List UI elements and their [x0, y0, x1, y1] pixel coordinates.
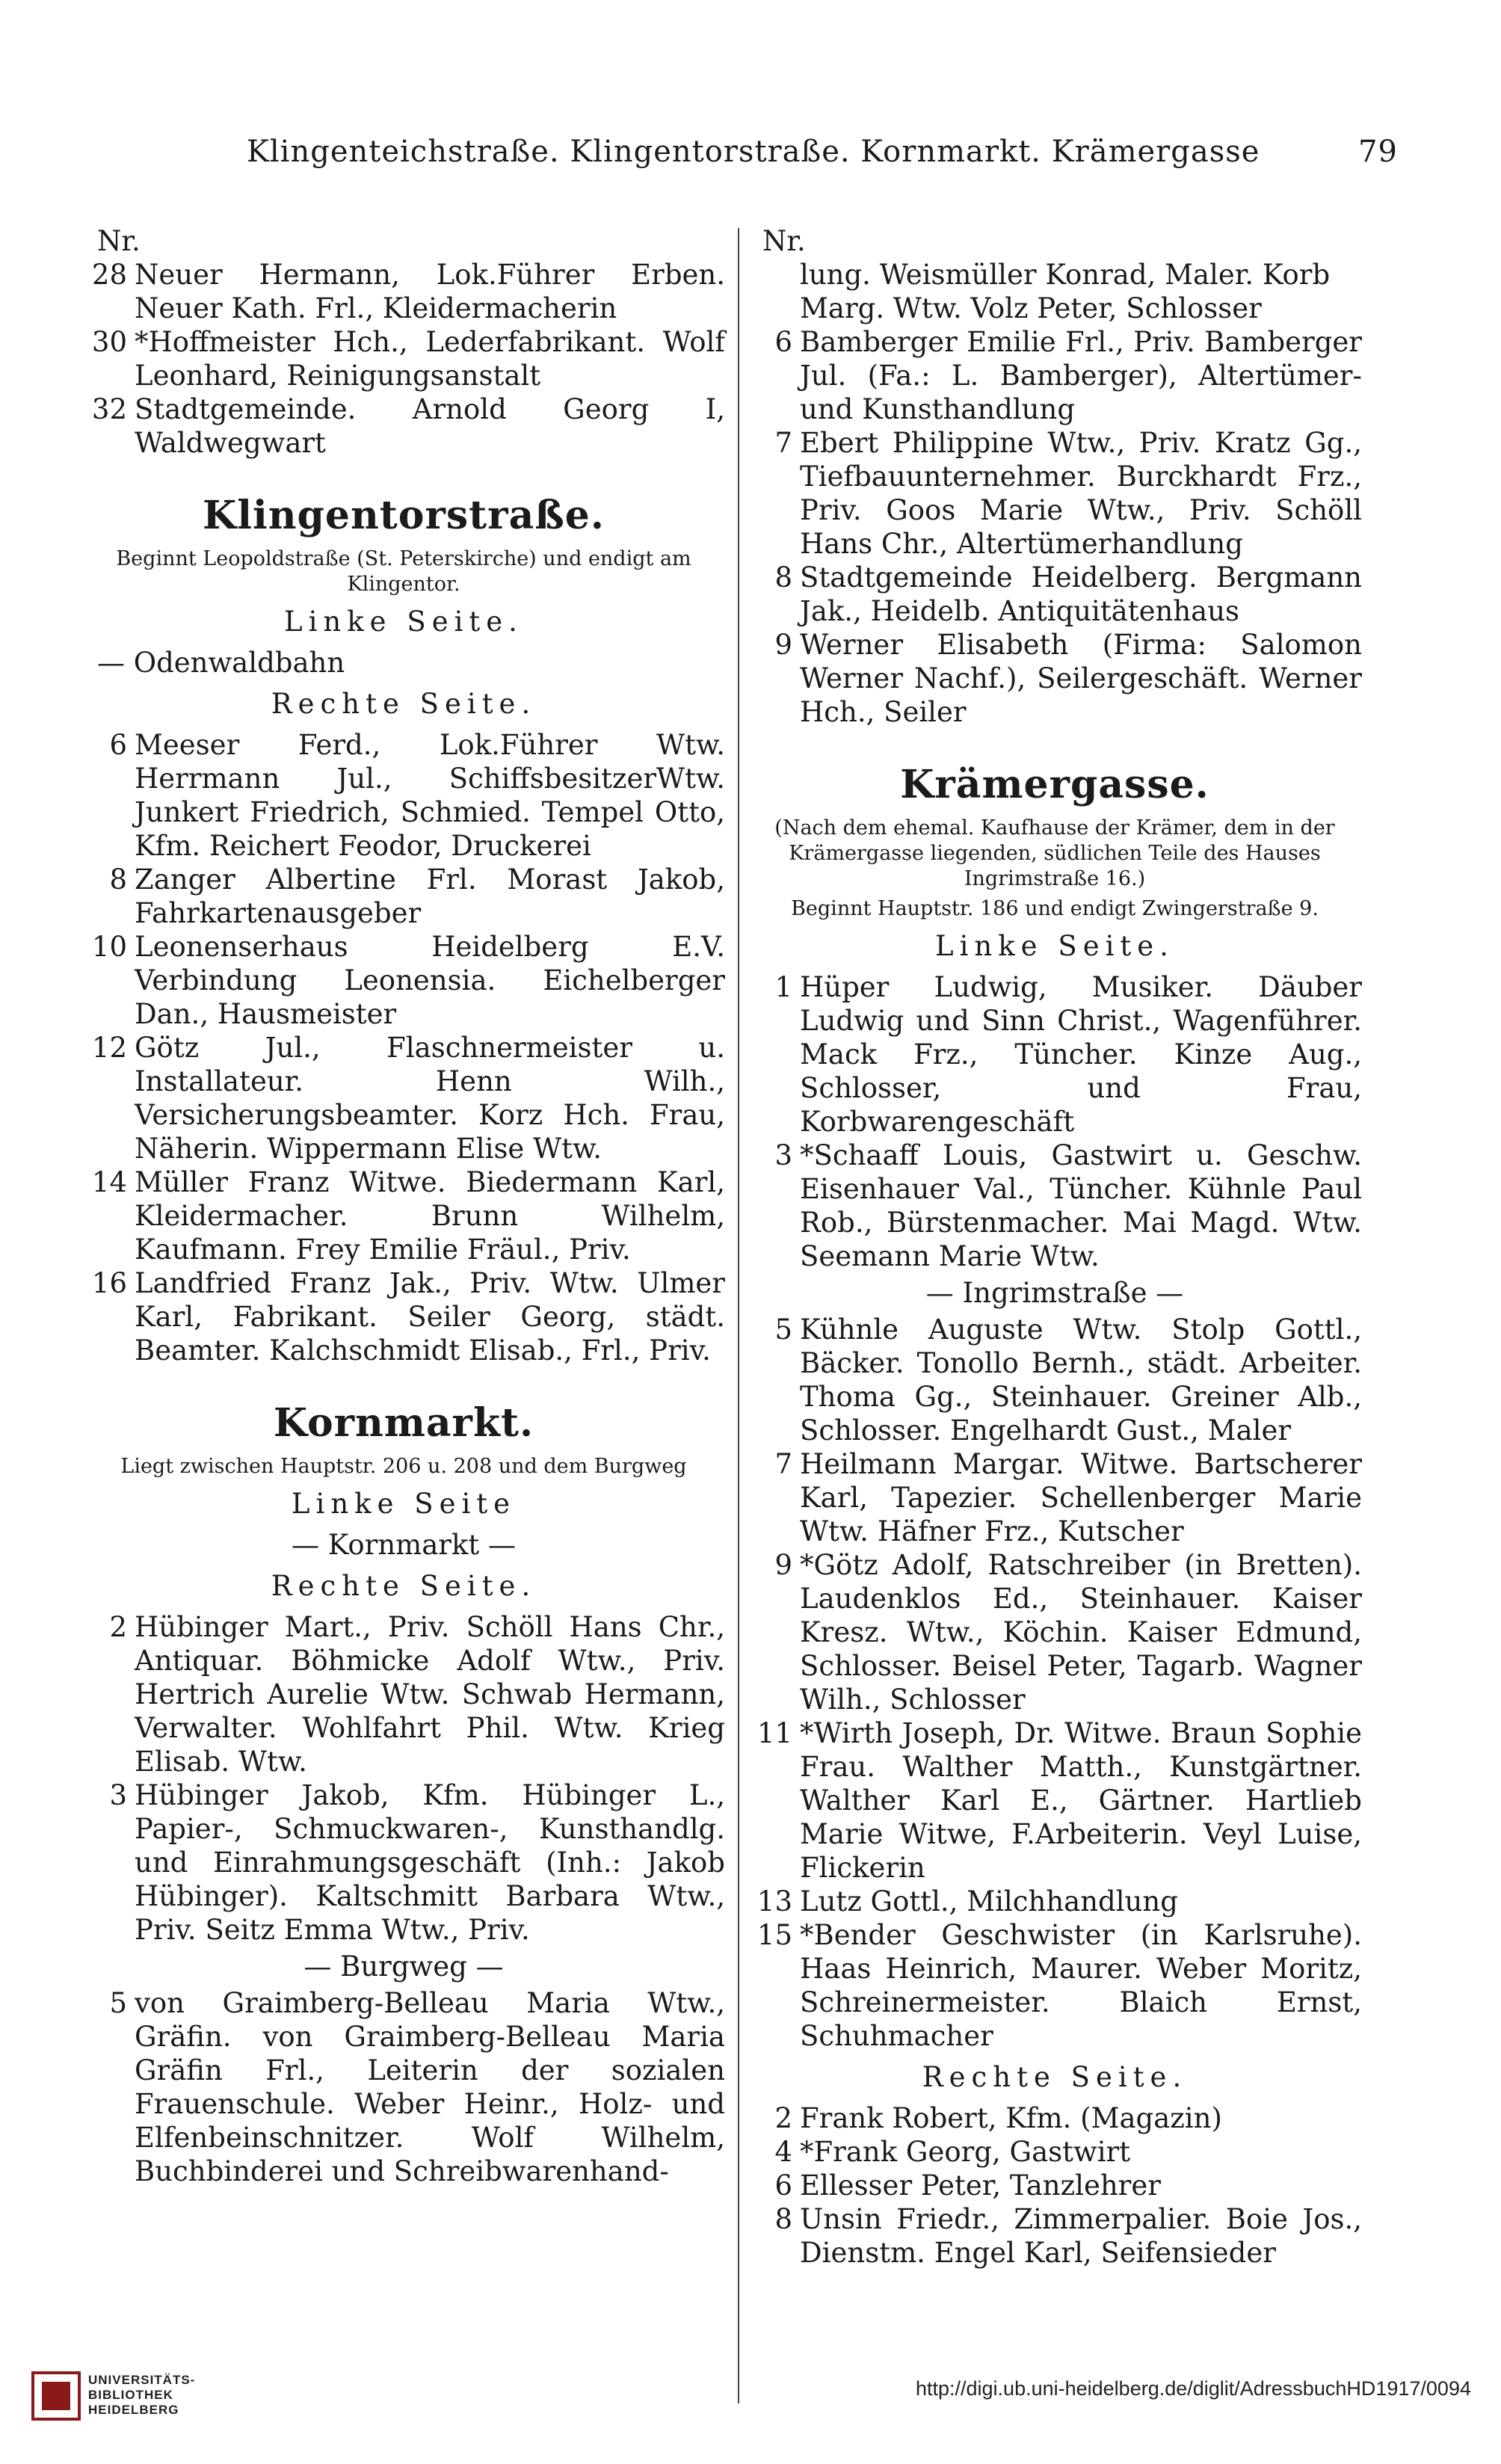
- house-number: 30: [91, 326, 127, 358]
- cross-street: — Odenwaldbahn: [97, 647, 345, 679]
- house-number: 12: [91, 1032, 127, 1064]
- right-column: [748, 224, 1362, 2437]
- page-number: 79: [1358, 135, 1398, 169]
- entry-text: *Bender Geschwister (in Karlsruhe). Haas Heinrich, Maurer. Weber Moritz, Schreinermeister. Blaich Ernst, Schuhmacher: [800, 1919, 1362, 2052]
- house-number: 1: [774, 971, 792, 1003]
- page: [82, 127, 1398, 2340]
- house-number: 3: [109, 1779, 127, 1811]
- street-title: Krämergasse.: [900, 762, 1209, 807]
- side-heading: Rechte Seite.: [271, 688, 537, 720]
- side-heading: Linke Seite.: [284, 606, 523, 638]
- entry-text: *Schaaff Louis, Gastwirt u. Geschw. Eisenhauer Val., Tüncher. Kühnle Paul Rob., Bürstenmacher. Mai Magd. Wtw. Seemann Marie Wtw.: [800, 1139, 1362, 1272]
- house-number: 7: [774, 427, 792, 459]
- house-number: 16: [91, 1267, 127, 1299]
- house-number: 6: [774, 2169, 792, 2202]
- source-url[interactable]: http://digi.ub.uni-heidelberg.de/diglit/AdressbuchHD1917/0094: [915, 2377, 1471, 2400]
- nr-heading: Nr.: [97, 225, 141, 257]
- entry-text: Kühnle Auguste Wtw. Stolp Gottl., Bäcker. Tonollo Bernh., städt. Arbeiter. Thoma Gg., Steinhauer. Greiner Alb., Schlosser. Engelhardt Gust., Maler: [800, 1313, 1362, 1447]
- house-number: 5: [774, 1313, 792, 1346]
- entry-text: Zanger Albertine Frl. Morast Jakob, Fahrkartenausgeber: [135, 863, 725, 929]
- entry-text: Unsin Friedr., Zimmerpalier. Boie Jos., Dienstm. Engel Karl, Seifensieder: [800, 2203, 1362, 2269]
- library-name-line: HEIDELBERG: [88, 2403, 179, 2417]
- entry-text: Stadtgemeinde Heidelberg. Bergmann Jak., Heidelb. Antiquitätenhaus: [800, 561, 1362, 627]
- house-number: 6: [774, 326, 792, 358]
- library-name-line: UNIVERSITÄTS-: [88, 2373, 196, 2387]
- address-entry: [748, 426, 1362, 561]
- address-entry: [748, 1447, 1362, 1548]
- entry-text: Stadtgemeinde. Arnold Georg I, Waldwegwart: [135, 393, 725, 459]
- cross-street: — Ingrimstraße —: [925, 1277, 1184, 1309]
- entry-text: Müller Franz Witwe. Biedermann Karl, Kleidermacher. Brunn Wilhelm, Kaufmann. Frey Emilie Fräul., Priv.: [135, 1166, 725, 1266]
- left-column: [82, 224, 725, 2437]
- house-number: 8: [774, 2203, 792, 2235]
- address-entry: [82, 728, 725, 863]
- street-note: Liegt zwischen Hauptstr. 206 u. 208 und dem Burgweg: [120, 1455, 687, 1478]
- address-entry: [82, 1031, 725, 1165]
- address-entry: [748, 1313, 1362, 1447]
- street-note: Beginnt Leopoldstraße (St. Peterskirche) und endigt am Klingentor.: [116, 547, 691, 596]
- entry-text: *Hoffmeister Hch., Lederfabrikant. Wolf Leonhard, Reinigungsanstalt: [135, 326, 725, 392]
- header-title: Klingenteichstraße. Klingentorstraße. Kornmarkt. Krämergasse: [247, 135, 1260, 169]
- house-number: 2: [774, 2102, 792, 2134]
- address-entry: [82, 325, 725, 392]
- address-entry: [82, 1266, 725, 1367]
- address-entry: [748, 1139, 1362, 1273]
- entry-text: Werner Elisabeth (Firma: Salomon Werner Nachf.), Seilergeschäft. Werner Hch., Seiler: [800, 629, 1362, 728]
- address-entry: [748, 2169, 1362, 2202]
- side-heading: Linke Seite.: [935, 930, 1174, 962]
- side-heading: Rechte Seite.: [271, 1570, 537, 1602]
- side-heading: Linke Seite: [291, 1488, 517, 1520]
- entry-text: Hübinger Mart., Priv. Schöll Hans Chr., Antiquar. Böhmicke Adolf Wtw., Priv. Hertrich Aurelie Wtw. Schwab Hermann, Verwalter. Wohlfahrt Phil. Wtw. Krieg Elisab. Wtw.: [135, 1611, 725, 1778]
- continued-text: lung. Weismüller Konrad, Maler. Korb Marg. Wtw. Volz Peter, Schlosser: [800, 259, 1331, 324]
- house-number: 9: [774, 1549, 792, 1581]
- house-number: 9: [774, 629, 792, 661]
- address-entry: [748, 628, 1362, 729]
- address-entry: [748, 1548, 1362, 1716]
- entry-text: Götz Jul., Flaschnermeister u. Installateur. Henn Wilh., Versicherungsbeamter. Korz Hch. Frau, Näherin. Wippermann Elise Wtw.: [135, 1032, 725, 1165]
- street-note: (Nach dem ehemal. Kaufhause der Krämer, dem in der Krämergasse liegenden, südlichen Teile des Hauses Ingrimstraße 16.): [774, 816, 1335, 890]
- entry-text: Landfried Franz Jak., Priv. Wtw. Ulmer Karl, Fabrikant. Seiler Georg, städt. Beamter. Kalchschmidt Elisab., Frl., Priv.: [135, 1267, 725, 1367]
- footer: [0, 2362, 1501, 2464]
- address-entry: [82, 392, 725, 460]
- entry-text: Lutz Gottl., Milchhandlung: [800, 1885, 1178, 1918]
- entry-text: *Wirth Joseph, Dr. Witwe. Braun Sophie Frau. Walther Matth., Kunstgärtner. Walther Karl E., Gärtner. Hartlieb Marie Witwe, F.Arbeiterin. Veyl Luise, Flickerin: [800, 1717, 1362, 1884]
- house-number: 11: [756, 1717, 792, 1749]
- street-note: Beginnt Hauptstr. 186 und endigt Zwingerstraße 9.: [791, 897, 1319, 920]
- cross-street: — Burgweg —: [303, 1950, 504, 1983]
- library-name: [88, 2373, 195, 2418]
- address-entry: [748, 970, 1362, 1139]
- entry-text: Hübinger Jakob, Kfm. Hübinger L., Papier-, Schmuckwaren-, Kunsthandlg. und Einrahmungsgeschäft (Inh.: Jakob Hübinger). Kaltschmitt Barbara Wtw., Priv. Seitz Emma Wtw., Priv.: [135, 1779, 725, 1946]
- column-divider: [738, 228, 739, 2403]
- address-entry: [82, 258, 725, 325]
- house-number: 15: [756, 1919, 792, 1951]
- address-entry: [748, 1918, 1362, 2053]
- house-number: 8: [109, 863, 127, 896]
- cross-street: — Kornmarkt —: [291, 1529, 517, 1561]
- address-entry: [748, 325, 1362, 426]
- library-name-line: BIBLIOTHEK: [88, 2388, 173, 2402]
- house-number: 2: [109, 1611, 127, 1643]
- street-title: Kornmarkt.: [273, 1400, 534, 1446]
- address-entry: [748, 2101, 1362, 2135]
- address-entry: [748, 1885, 1362, 1918]
- entry-text: Ebert Philippine Wtw., Priv. Kratz Gg., Tiefbauunternehmer. Burckhardt Frz., Priv. Goos Marie Wtw., Priv. Schöll Hans Chr., Altertümerhandlung: [800, 427, 1362, 560]
- address-entry: [82, 1778, 725, 1947]
- house-number: 7: [774, 1448, 792, 1480]
- address-entry: [82, 930, 725, 1031]
- house-number: 8: [774, 561, 792, 594]
- address-entry: [748, 2202, 1362, 2270]
- side-heading: Rechte Seite.: [922, 2061, 1188, 2093]
- entry-text: Heilmann Margar. Witwe. Bartscherer Karl, Tapezier. Schellenberger Marie Wtw. Häfner Frz., Kutscher: [800, 1448, 1362, 1547]
- entry-text: Frank Robert, Kfm. (Magazin): [800, 2102, 1222, 2134]
- entry-text: Meeser Ferd., Lok.Führer Wtw. Herrmann Jul., SchiffsbesitzerWtw. Junkert Friedrich, Schmied. Tempel Otto, Kfm. Reichert Feodor, Druckerei: [135, 729, 725, 862]
- house-number: 6: [109, 729, 127, 761]
- nr-heading: Nr.: [762, 225, 806, 257]
- entry-text: Leonenserhaus Heidelberg E.V. Verbindung Leonensia. Eichelberger Dan., Hausmeister: [135, 931, 725, 1030]
- address-entry: [82, 1610, 725, 1778]
- house-number: 14: [91, 1166, 127, 1198]
- entry-text: Ellesser Peter, Tanzlehrer: [800, 2169, 1161, 2202]
- house-number: 32: [91, 393, 127, 425]
- house-number: 3: [774, 1139, 792, 1171]
- house-number: 10: [91, 931, 127, 963]
- address-entry: [82, 863, 725, 930]
- entry-text: Bamberger Emilie Frl., Priv. Bamberger Jul. (Fa.: L. Bamberger), Altertümer- und Kunsthandlung: [800, 326, 1362, 425]
- running-header: [247, 135, 1398, 187]
- address-entry: [82, 1165, 725, 1266]
- entry-text: von Graimberg-Belleau Maria Wtw., Gräfin. von Graimberg-Belleau Maria Gräfin Frl., Leiterin der sozialen Frauenschule. Weber Heinr., Holz- und Elfenbeinschnitzer. Wolf Wilhelm, Buchbinderei und Schreibwarenhand-: [135, 1987, 725, 2187]
- address-entry: [748, 1716, 1362, 1885]
- house-number: 5: [109, 1987, 127, 2019]
- university-library-logo-icon: [30, 2370, 82, 2422]
- entry-text: *Götz Adolf, Ratschreiber (in Bretten). Laudenklos Ed., Steinhauer. Kaiser Kresz. Wtw., Köchin. Kaiser Edmund, Schlosser. Beisel Peter, Tagarb. Wagner Wilh., Schlosser: [800, 1549, 1362, 1716]
- house-number: 4: [774, 2136, 792, 2168]
- address-entry: [748, 561, 1362, 628]
- house-number: 13: [756, 1885, 792, 1918]
- entry-text: Hüper Ludwig, Musiker. Däuber Ludwig und Sinn Christ., Wagenführer. Mack Frz., Tüncher. Kinze Aug., Schlosser, und Frau, Korbwarengeschäft: [800, 971, 1362, 1138]
- house-number: 28: [91, 259, 127, 291]
- entry-text: *Frank Georg, Gastwirt: [800, 2136, 1131, 2168]
- address-entry: [748, 2135, 1362, 2169]
- street-title: Klingentorstraße.: [203, 493, 605, 538]
- address-entry: [82, 1986, 725, 2188]
- entry-text: Neuer Hermann, Lok.Führer Erben. Neuer Kath. Frl., Kleidermacherin: [135, 259, 725, 324]
